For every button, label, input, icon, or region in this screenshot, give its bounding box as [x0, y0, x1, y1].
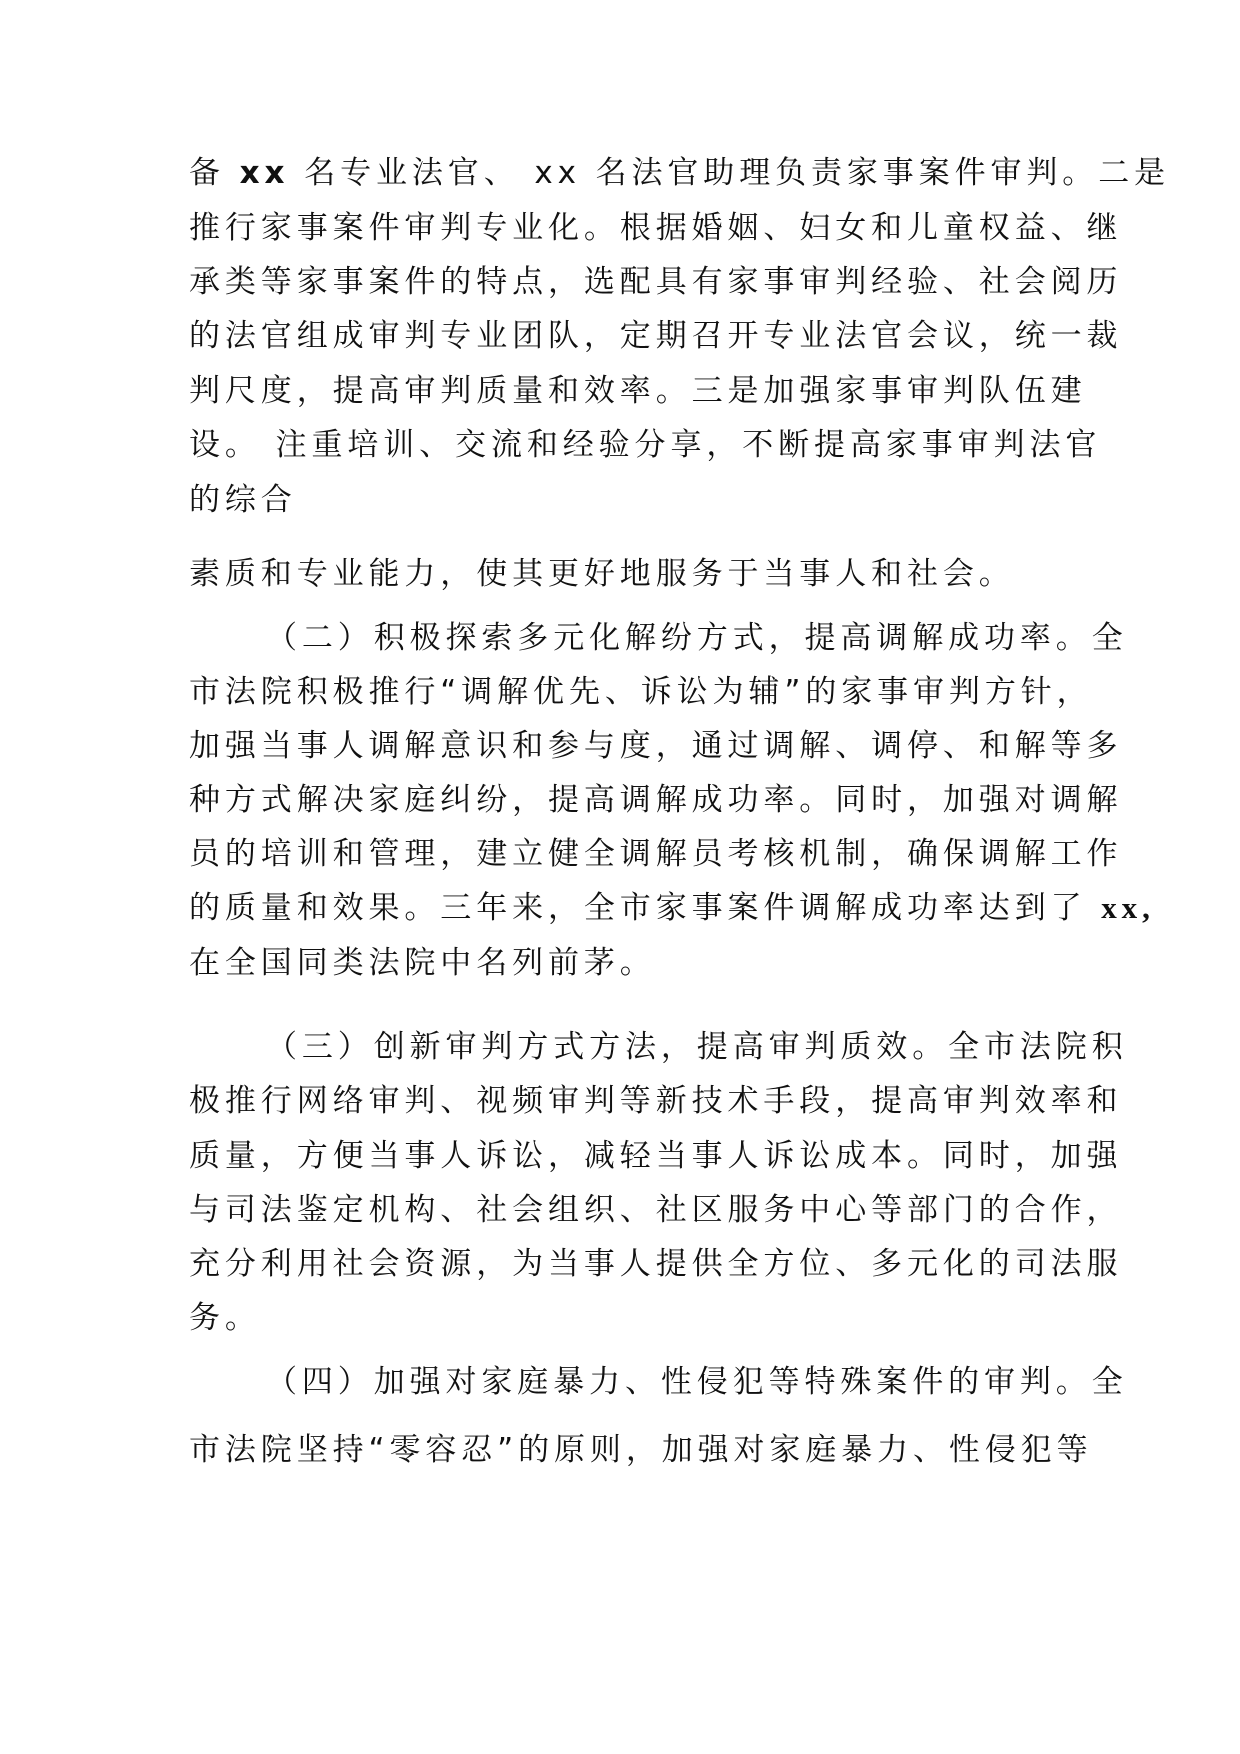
text-line	[189, 888, 1155, 928]
text-line: 种方式解决家庭纠纷，提高调解成功率。同时，加强对调解	[189, 782, 1123, 818]
text-line: 加强当事人调解意识和参与度，通过调解、调停、和解等多	[189, 728, 1123, 764]
section-heading-line: （二）积极探索多元化解纷方式，提高调解成功率。全	[266, 620, 1128, 656]
text-line: 素质和专业能力，使其更好地服务于当事人和社会。	[189, 556, 1015, 592]
text-line: 推行家事案件审判专业化。根据婚姻、妇女和儿童权益、继	[189, 210, 1123, 246]
text-line: 在全国同类法院中名列前茅。	[189, 945, 656, 981]
section-heading-line: （四）加强对家庭暴力、性侵犯等特殊案件的审判。全	[266, 1364, 1128, 1400]
text-line: 与司法鉴定机构、社会组织、社区服务中心等部门的合作，	[189, 1192, 1123, 1228]
text-line: 市法院积极推行“调解优先、诉讼为辅”的家事审判方针，	[189, 674, 1093, 710]
text-line: 员的培训和管理，建立健全调解员考核机制，确保调解工作	[189, 836, 1123, 872]
text-line: 承类等家事案件的特点，选配具有家事审判经验、社会阅历	[189, 264, 1123, 300]
text-segment: 名专业法官、 xx 名法官助理负责家事案件审判。二是	[289, 155, 1171, 191]
text-line	[189, 153, 1171, 193]
text-segment: 备	[189, 155, 240, 191]
text-line: 市法院坚持“零容忍”的原则，加强对家庭暴力、性侵犯等	[189, 1432, 1093, 1468]
text-line: 判尺度，提高审判质量和效率。三是加强家事审判队伍建	[189, 373, 1087, 409]
text-line: 的综合	[189, 482, 297, 518]
text-segment-bold: xx,	[1101, 890, 1155, 925]
text-line: 极推行网络审判、视频审判等新技术手段，提高审判效率和	[189, 1083, 1123, 1119]
section-heading-line: （三）创新审判方式方法，提高审判质效。全市法院积	[266, 1029, 1128, 1065]
text-segment-bold: xx	[239, 155, 290, 191]
text-segment: 的质量和效果。三年来，全市家事案件调解成功率达到了	[189, 890, 1102, 926]
text-line: 务。	[189, 1300, 261, 1336]
text-line: 设。 注重培训、交流和经验分享，不断提高家事审判法官	[189, 427, 1102, 463]
text-line: 的法官组成审判专业团队，定期召开专业法官会议，统一裁	[189, 318, 1123, 354]
text-line: 充分利用社会资源，为当事人提供全方位、多元化的司法服	[189, 1246, 1123, 1282]
text-line: 质量，方便当事人诉讼，减轻当事人诉讼成本。同时，加强	[189, 1138, 1123, 1174]
